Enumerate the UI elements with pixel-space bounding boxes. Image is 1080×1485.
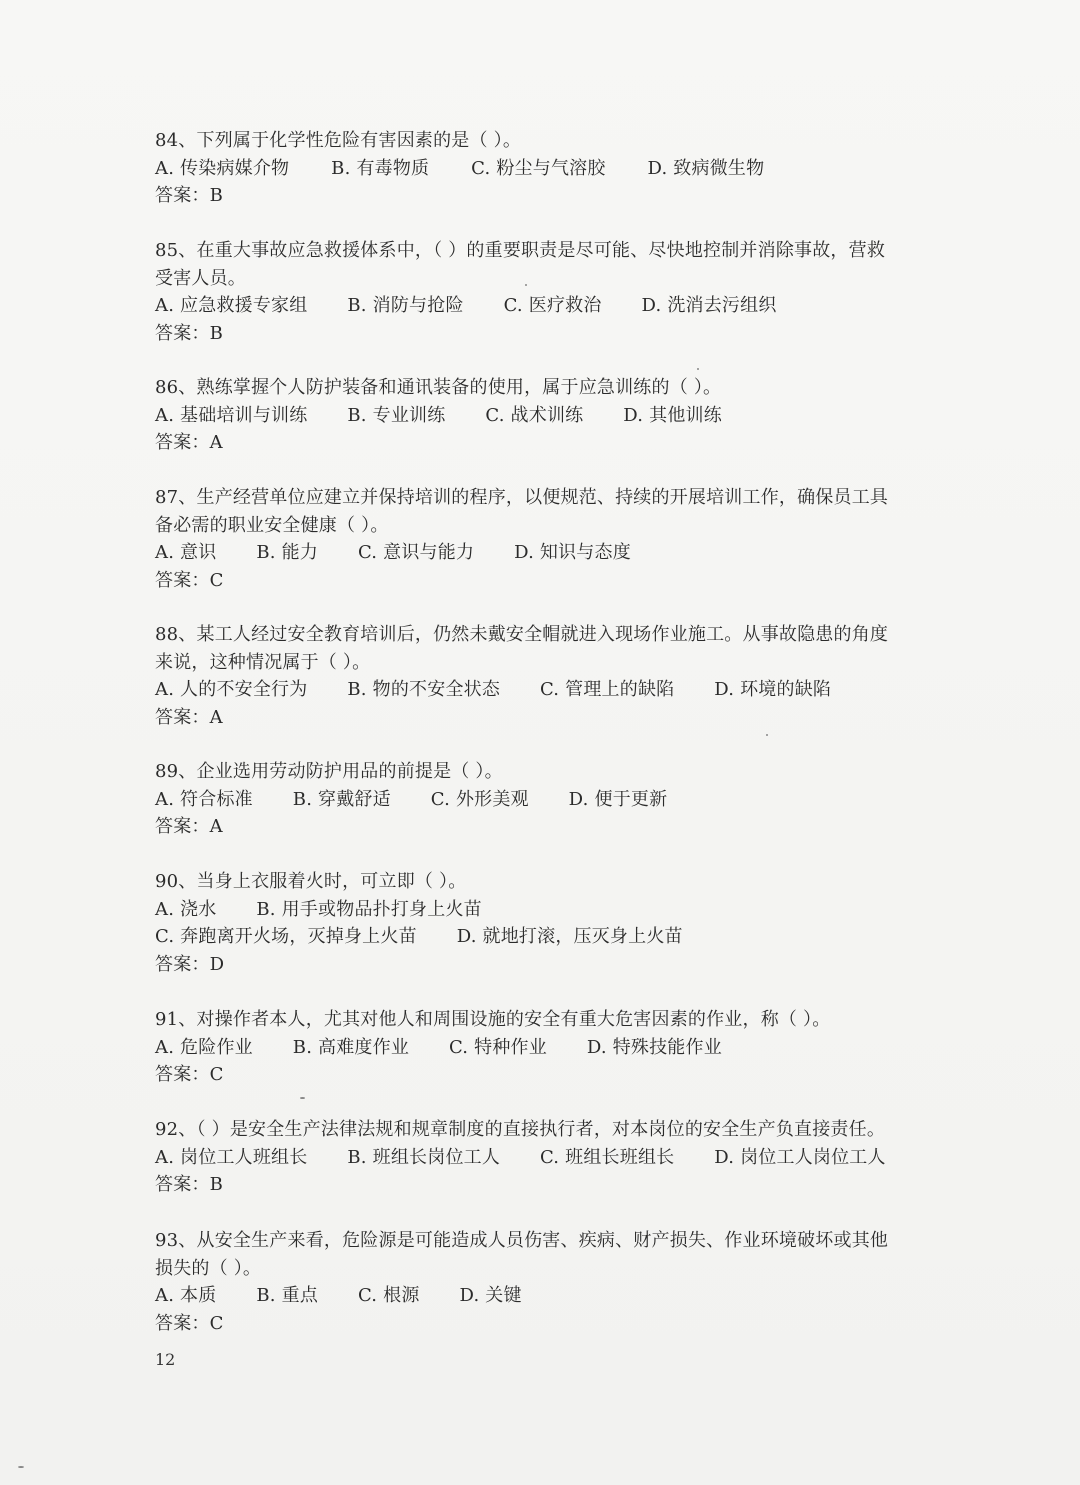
option-a: A. 人的不安全行为 [155, 679, 308, 700]
answer: 答案：B [155, 185, 224, 206]
page-number: 12 [155, 1350, 176, 1369]
option-d: D. 洗消去污组织 [641, 295, 777, 316]
option-d: D. 就地打滚，压灭身上火苗 [456, 926, 683, 947]
option-b: B. 物的不安全状态 [347, 679, 501, 700]
option-c: C. 医疗救治 [503, 295, 602, 316]
answer: 答案：B [155, 322, 224, 344]
question-stem: 88、某工人经过安全教育培训后，仍然未戴安全帽就进入现场作业施工。从事故隐患的角度 [155, 624, 889, 645]
question-93 [155, 1227, 900, 1337]
answer: 答案：C [155, 569, 224, 591]
question-stem: 93、从安全生产来看，危险源是可能造成人员伤害、疾病、财产损失、作业环境破坏或其他 [155, 1230, 889, 1251]
question-stem: 85、在重大事故应急救援体系中，（ ）的重要职责是尽可能、尽快地控制并消除事故，营救 [155, 240, 886, 261]
option-d: D. 其他训练 [623, 404, 722, 426]
question-91 [155, 1006, 900, 1089]
question-92 [155, 1116, 900, 1199]
option-a: A. 浇水 [155, 898, 217, 920]
question-stem: 92、（ ）是安全生产法律法规和规章制度的直接执行者，对本岗位的安全生产负直接责任。 [155, 1119, 886, 1140]
scan-speck [18, 1466, 24, 1468]
option-c: C. 粉尘与气溶胶 [471, 157, 606, 179]
answer: 答案：B [155, 1174, 224, 1195]
question-stem: 91、对操作者本人，尤其对他人和周围设施的安全有重大危害因素的作业，称（ ）。 [155, 1009, 831, 1030]
question-89 [155, 758, 900, 841]
option-a: A. 基础培训与训练 [155, 404, 308, 426]
option-a: A. 符合标准 [155, 788, 253, 810]
option-row [155, 896, 900, 924]
question-stem: 来说，这种情况属于（ ）。 [155, 651, 371, 673]
option-c: C. 外形美观 [430, 788, 529, 810]
option-b: B. 能力 [256, 542, 319, 563]
option-c: C. 管理上的缺陷 [539, 679, 675, 700]
option-c: C. 班组长班组长 [539, 1146, 675, 1168]
option-b: B. 班组长岗位工人 [347, 1146, 501, 1168]
option-c: C. 奔跑离开火场，灭掉身上火苗 [155, 926, 417, 947]
answer: 答案：A [155, 706, 223, 728]
option-d: D. 特殊技能作业 [586, 1036, 722, 1058]
option-d: D. 环境的缺陷 [714, 679, 832, 700]
question-84 [155, 127, 900, 210]
question-87 [155, 484, 900, 594]
option-d: D. 便于更新 [568, 788, 668, 810]
question-stem: 受害人员。 [155, 267, 246, 289]
option-row [155, 402, 900, 430]
question-stem: 90、当身上衣服着火时，可立即（ ）。 [155, 871, 467, 892]
option-c: C. 根源 [357, 1285, 420, 1306]
scan-speck [300, 1097, 305, 1099]
option-c: C. 意识与能力 [357, 542, 475, 563]
option-b: B. 重点 [256, 1285, 319, 1306]
option-row [155, 676, 900, 704]
option-row [155, 923, 900, 951]
scan-speck [766, 734, 768, 736]
scan-speck [525, 284, 527, 286]
option-d: D. 知识与态度 [514, 542, 631, 563]
option-a: A. 本质 [155, 1285, 217, 1306]
option-a: A. 岗位工人班组长 [155, 1146, 308, 1168]
question-90 [155, 868, 900, 978]
option-a: A. 传染病媒介物 [155, 157, 290, 179]
option-row [155, 1144, 900, 1172]
scan-speck [697, 368, 699, 370]
question-stem: 备必需的职业安全健康（ ）。 [155, 514, 389, 536]
option-row [155, 292, 900, 320]
option-b: B. 用手或物品扑打身上火苗 [256, 898, 482, 920]
answer: 答案：A [155, 432, 223, 453]
answer: 答案：C [155, 1312, 224, 1334]
option-row [155, 155, 900, 183]
option-b: B. 消防与抢险 [347, 295, 464, 316]
option-c: C. 战术训练 [485, 404, 584, 426]
question-86 [155, 374, 900, 457]
option-row [155, 1034, 900, 1062]
question-85 [155, 237, 900, 347]
option-b: B. 穿戴舒适 [292, 788, 391, 810]
option-b: B. 有毒物质 [331, 157, 430, 179]
option-d: D. 关键 [459, 1285, 522, 1306]
option-b: B. 专业训练 [347, 404, 446, 426]
question-stem: 86、熟练掌握个人防护装备和通讯装备的使用，属于应急训练的（ ）。 [155, 377, 722, 398]
answer: 答案：C [155, 1064, 224, 1085]
option-b: B. 高难度作业 [292, 1036, 410, 1058]
question-stem: 87、生产经营单位应建立并保持培训的程序，以便规范、持续的开展培训工作，确保员工具 [155, 487, 889, 508]
answer: 答案：A [155, 816, 223, 837]
question-88 [155, 621, 900, 731]
option-a: A. 危险作业 [155, 1036, 253, 1058]
question-stem: 84、下列属于化学性危险有害因素的是（ ）。 [155, 130, 522, 151]
option-a: A. 应急救援专家组 [155, 295, 308, 316]
option-row [155, 786, 900, 814]
option-row [155, 539, 900, 567]
option-a: A. 意识 [155, 542, 217, 563]
option-d: D. 岗位工人岗位工人 [714, 1146, 886, 1168]
question-stem: 损失的（ ）。 [155, 1257, 262, 1279]
answer: 答案：D [155, 953, 225, 975]
option-row [155, 1282, 900, 1310]
option-c: C. 特种作业 [448, 1036, 547, 1058]
question-stem: 89、企业选用劳动防护用品的前提是（ ）。 [155, 761, 503, 782]
option-d: D. 致病微生物 [647, 157, 765, 179]
